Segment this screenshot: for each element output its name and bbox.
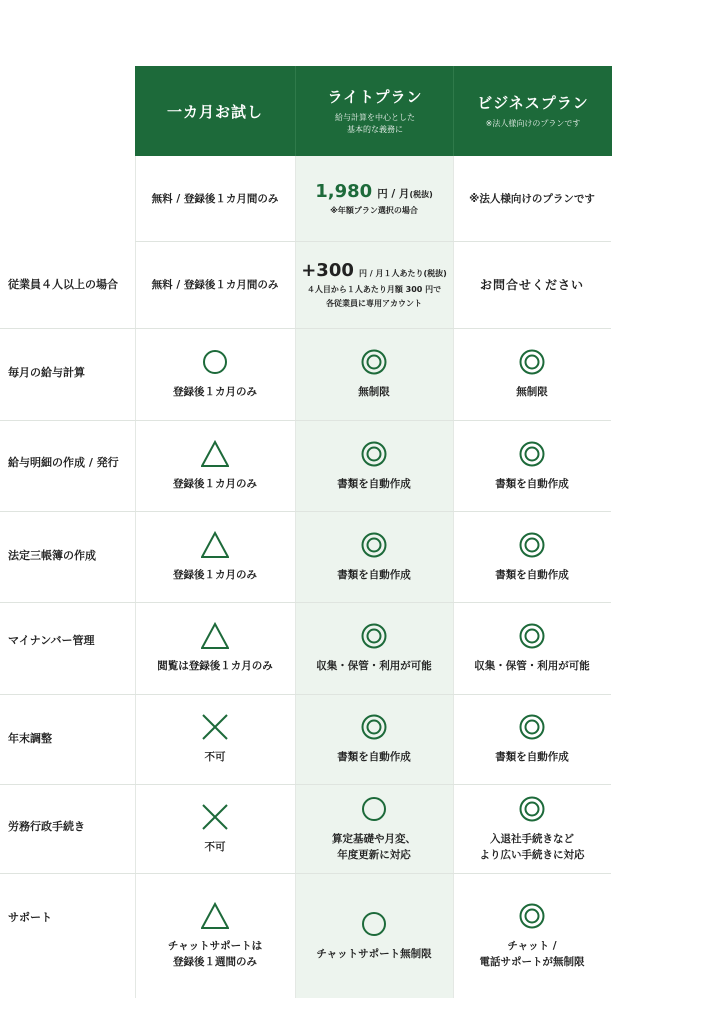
employees-trial: 無料 / 登録後１カ月間のみ <box>151 278 279 291</box>
cell-text: 登録後１カ月のみ <box>173 477 257 490</box>
row-cell-trial <box>135 328 295 420</box>
row-cell-light <box>295 420 453 511</box>
employees-label: 従業員４人以上の場合 <box>8 278 118 291</box>
cell-text: 書類を自動作成 <box>495 568 569 581</box>
employees-light-note2: 各従業員に専用アカウント <box>326 299 422 308</box>
employees-light-amount: +300 <box>301 260 354 281</box>
cell-text: 収集・保管・利用が可能 <box>316 660 432 672</box>
row-cell-trial <box>135 511 295 602</box>
price-business: ※法人様向けのプランです <box>469 192 595 205</box>
header-business-sub: ※法人様向けのプランです <box>485 119 581 128</box>
row-cell-business <box>453 511 611 602</box>
price-trial: 無料 / 登録後１カ月間のみ <box>151 192 279 205</box>
row-label: 給与明細の作成 / 発行 <box>8 456 119 469</box>
row-cell-light <box>295 694 453 784</box>
cell-text: 登録後１カ月のみ <box>173 568 257 581</box>
row-cell-trial <box>135 873 295 998</box>
double-circle-icon <box>360 713 388 741</box>
row-cell-trial <box>135 694 295 784</box>
cell-text: 登録後１カ月のみ <box>173 386 257 398</box>
row-cell-trial <box>135 602 295 694</box>
cell-text: 閲覧は登録後１カ月のみ <box>157 660 273 672</box>
header-business-title: ビジネスプラン <box>477 94 589 112</box>
double-circle-icon <box>360 531 388 559</box>
employees-light-note1: ４人目から１人あたり月額 300 円で <box>306 285 442 294</box>
cell-text-line2: 年度更新に対応 <box>337 848 411 861</box>
price-light-tax: (税抜) <box>409 190 433 199</box>
row-cell-light <box>295 873 453 998</box>
price-light-note: ※年額プラン選択の場合 <box>330 206 418 215</box>
row-cell-business <box>453 784 611 873</box>
triangle-icon <box>201 531 229 559</box>
row-cell-business <box>453 420 611 511</box>
cell-text: 書類を自動作成 <box>495 477 569 490</box>
double-circle-icon <box>518 622 546 650</box>
double-circle-icon <box>360 348 388 376</box>
triangle-icon <box>201 902 229 930</box>
employees-trial-cell <box>135 241 295 328</box>
cell-text: 書類を自動作成 <box>337 477 411 490</box>
cell-text: 入退社手続きなど <box>490 832 574 845</box>
cell-text: チャットサポートは <box>167 939 263 952</box>
cell-text: 算定基礎や月変、 <box>332 832 416 845</box>
row-cell-business <box>453 328 611 420</box>
double-circle-icon <box>518 440 546 468</box>
circle-icon <box>360 910 388 938</box>
header-trial <box>135 66 295 156</box>
cell-text: 収集・保管・利用が可能 <box>474 660 590 672</box>
cell-text: 書類を自動作成 <box>337 568 411 581</box>
row-label: 労務行政手続き <box>8 820 85 833</box>
row-label: 法定三帳簿の作成 <box>8 549 96 562</box>
row-cell-trial <box>135 420 295 511</box>
price-light-unit: 円 / 月 <box>377 188 410 200</box>
cell-text: 書類を自動作成 <box>337 751 411 763</box>
double-circle-icon <box>518 531 546 559</box>
header-trial-title: 一カ月お試し <box>166 102 263 121</box>
row-cell-light <box>295 784 453 873</box>
cell-text-line2: より広い手続きに対応 <box>479 848 585 861</box>
header-light-sub2: 基本的な義務に <box>347 125 403 134</box>
double-circle-icon <box>360 622 388 650</box>
circle-icon <box>201 348 229 376</box>
row-cell-business <box>453 694 611 784</box>
row-cell-light <box>295 511 453 602</box>
employees-business: お問合せください <box>479 277 584 292</box>
employees-light-cell <box>295 241 453 328</box>
circle-icon <box>360 795 388 823</box>
cell-text: 不可 <box>204 751 226 763</box>
row-cell-business <box>453 602 611 694</box>
row-cell-trial <box>135 784 295 873</box>
row-cell-light <box>295 328 453 420</box>
price-light-cell <box>295 156 453 241</box>
cell-text: チャットサポート無制限 <box>316 947 432 960</box>
header-light-sub1: 給与計算を中心とした <box>335 113 415 122</box>
cross-icon <box>201 713 229 741</box>
price-trial-cell <box>135 156 295 241</box>
cell-text: チャット / <box>507 939 557 952</box>
row-cell-business <box>453 873 611 998</box>
price-light-amount: 1,980 <box>315 181 373 202</box>
triangle-icon <box>201 622 229 650</box>
cell-text: 書類を自動作成 <box>495 751 569 763</box>
cell-text: 無制限 <box>358 386 390 398</box>
cell-text-line2: 登録後１週間のみ <box>173 955 257 968</box>
row-label: マイナンバー管理 <box>8 634 95 647</box>
triangle-icon <box>201 440 229 468</box>
double-circle-icon <box>518 795 546 823</box>
header-light <box>295 66 454 156</box>
cell-text: 不可 <box>204 840 226 853</box>
cross-icon <box>201 803 229 831</box>
header-light-title: ライトプラン <box>327 88 423 106</box>
cell-text-line2: 電話サポートが無制限 <box>479 955 585 968</box>
double-circle-icon <box>518 713 546 741</box>
row-label: 毎月の給与計算 <box>8 366 85 379</box>
employees-light-tax: (税抜) <box>423 269 447 278</box>
price-business-cell <box>453 156 611 241</box>
employees-light-unit: 円 / 月１人あたり <box>358 269 424 278</box>
employees-business-cell <box>453 241 611 328</box>
row-label: 年末調整 <box>8 732 52 745</box>
double-circle-icon <box>518 902 546 930</box>
header-business <box>453 66 612 156</box>
cell-text: 無制限 <box>516 386 548 398</box>
double-circle-icon <box>360 440 388 468</box>
row-cell-light <box>295 602 453 694</box>
row-label: サポート <box>8 911 52 924</box>
double-circle-icon <box>518 348 546 376</box>
